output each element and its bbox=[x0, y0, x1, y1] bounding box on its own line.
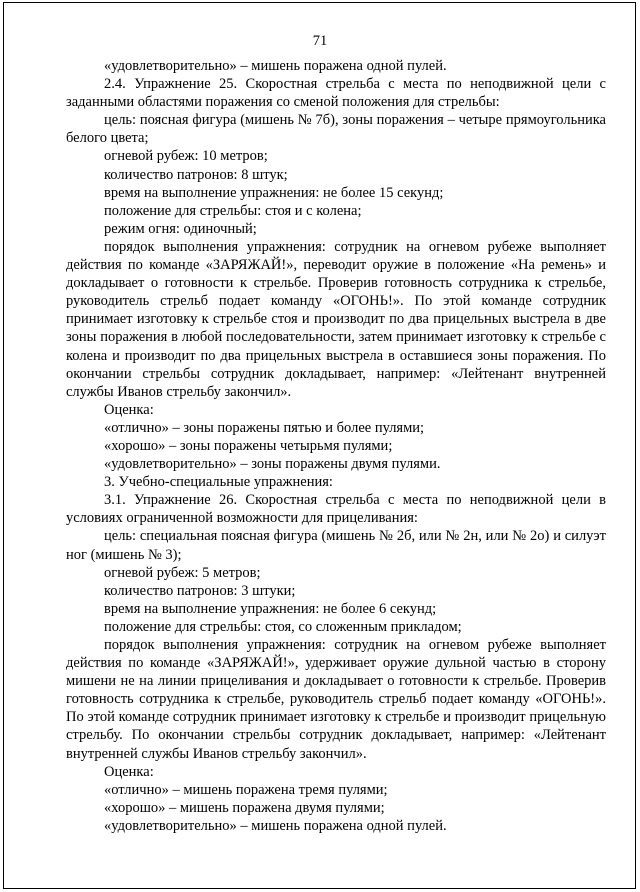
paragraph: «удовлетворительно» – зоны поражены двумя пулями. bbox=[104, 456, 441, 473]
paragraph: «хорошо» – зоны поражены четырьмя пулями; bbox=[104, 437, 393, 454]
paragraph: «отлично» – мишень поражена тремя пулями; bbox=[104, 781, 388, 798]
paragraph-exercise-26-heading: 3.1. Упражнение 26. Скоростная стрельба с места по неподвижной цели в условиях ограниченной возможности для прицеливания: bbox=[66, 492, 606, 527]
paragraph: «удовлетворительно» – мишень поражена одной пулей. bbox=[104, 58, 447, 74]
document-body bbox=[66, 57, 606, 835]
paragraph: цель: поясная фигура (мишень № 7б), зоны поражения – четыре прямоугольника белого цвета; bbox=[66, 112, 606, 147]
paragraph: «хорошо» – мишень поражена двумя пулями; bbox=[104, 799, 385, 816]
paragraph: режим огня: одиночный; bbox=[104, 220, 257, 237]
paragraph: количество патронов: 3 штуки; bbox=[104, 582, 296, 599]
paragraph: количество патронов: 8 штук; bbox=[104, 166, 288, 183]
paragraph: «удовлетворительно» – мишень поражена одной пулей. bbox=[104, 817, 447, 834]
paragraph: время на выполнение упражнения: не более 6 секунд; bbox=[104, 600, 437, 617]
paragraph-procedure: порядок выполнения упражнения: сотрудник на огневом рубеже выполняет действия по команде «ЗАРЯЖАЙ!», удерживает оружие дульной частью в сторону мишени не на линии прицеливания и докладывает о готовности к стрельбе. Проверив готовность сотрудника к стрельбе, руководитель стрельб подает команду «ОГОНЬ!». По этой команде сотрудник принимает изготовку к стрельбе и производит прицельную стрельбу. По окончании стрельбы сотрудник докладывает, например: «Лейтенант внутренней службы Иванов стрельбу закончил». bbox=[66, 637, 606, 762]
paragraph: «отлично» – зоны поражены пятью и более пулями; bbox=[104, 419, 425, 436]
paragraph: цель: специальная поясная фигура (мишень № 2б, или № 2н, или № 2о) и силуэт ног (мишень № 3); bbox=[66, 528, 606, 563]
paragraph-evaluation-heading: Оценка: bbox=[104, 763, 154, 780]
paragraph: время на выполнение упражнения: не более 15 секунд; bbox=[104, 184, 444, 201]
paragraph-evaluation-heading: Оценка: bbox=[104, 401, 154, 418]
section-heading: 3. Учебно-специальные упражнения: bbox=[104, 474, 333, 491]
paragraph: положение для стрельбы: стоя и с колена; bbox=[104, 202, 362, 219]
paragraph: огневой рубеж: 5 метров; bbox=[104, 564, 261, 581]
paragraph-exercise-25-heading: 2.4. Упражнение 25. Скоростная стрельба с места по неподвижной цели с заданными областями поражения со сменой положения для стрельбы: bbox=[66, 76, 606, 111]
page-number: 71 bbox=[312, 33, 328, 49]
paragraph: огневой рубеж: 10 метров; bbox=[104, 148, 268, 165]
paragraph: положение для стрельбы: стоя, со сложенным прикладом; bbox=[104, 618, 462, 635]
paragraph-procedure: порядок выполнения упражнения: сотрудник на огневом рубеже выполняет действия по команде «ЗАРЯЖАЙ!», переводит оружие в положение «На ремень» и докладывает о готовности к стрельбе. Проверив готовность сотрудника к стрельбе, руководитель стрельб подает команду «ОГОНЬ!». По этой команде сотрудник принимает изготовку к стрельбе стоя и производит по два прицельных выстрела в две зоны поражения в любой последовательности, затем принимает изготовку к стрельбе с колена и производит по два прицельных выстрела в оставшиеся зоны поражения. По окончании стрельбы сотрудник докладывает, например: «Лейтенант внутренней службы Иванов стрельбу закончил». bbox=[66, 238, 606, 400]
